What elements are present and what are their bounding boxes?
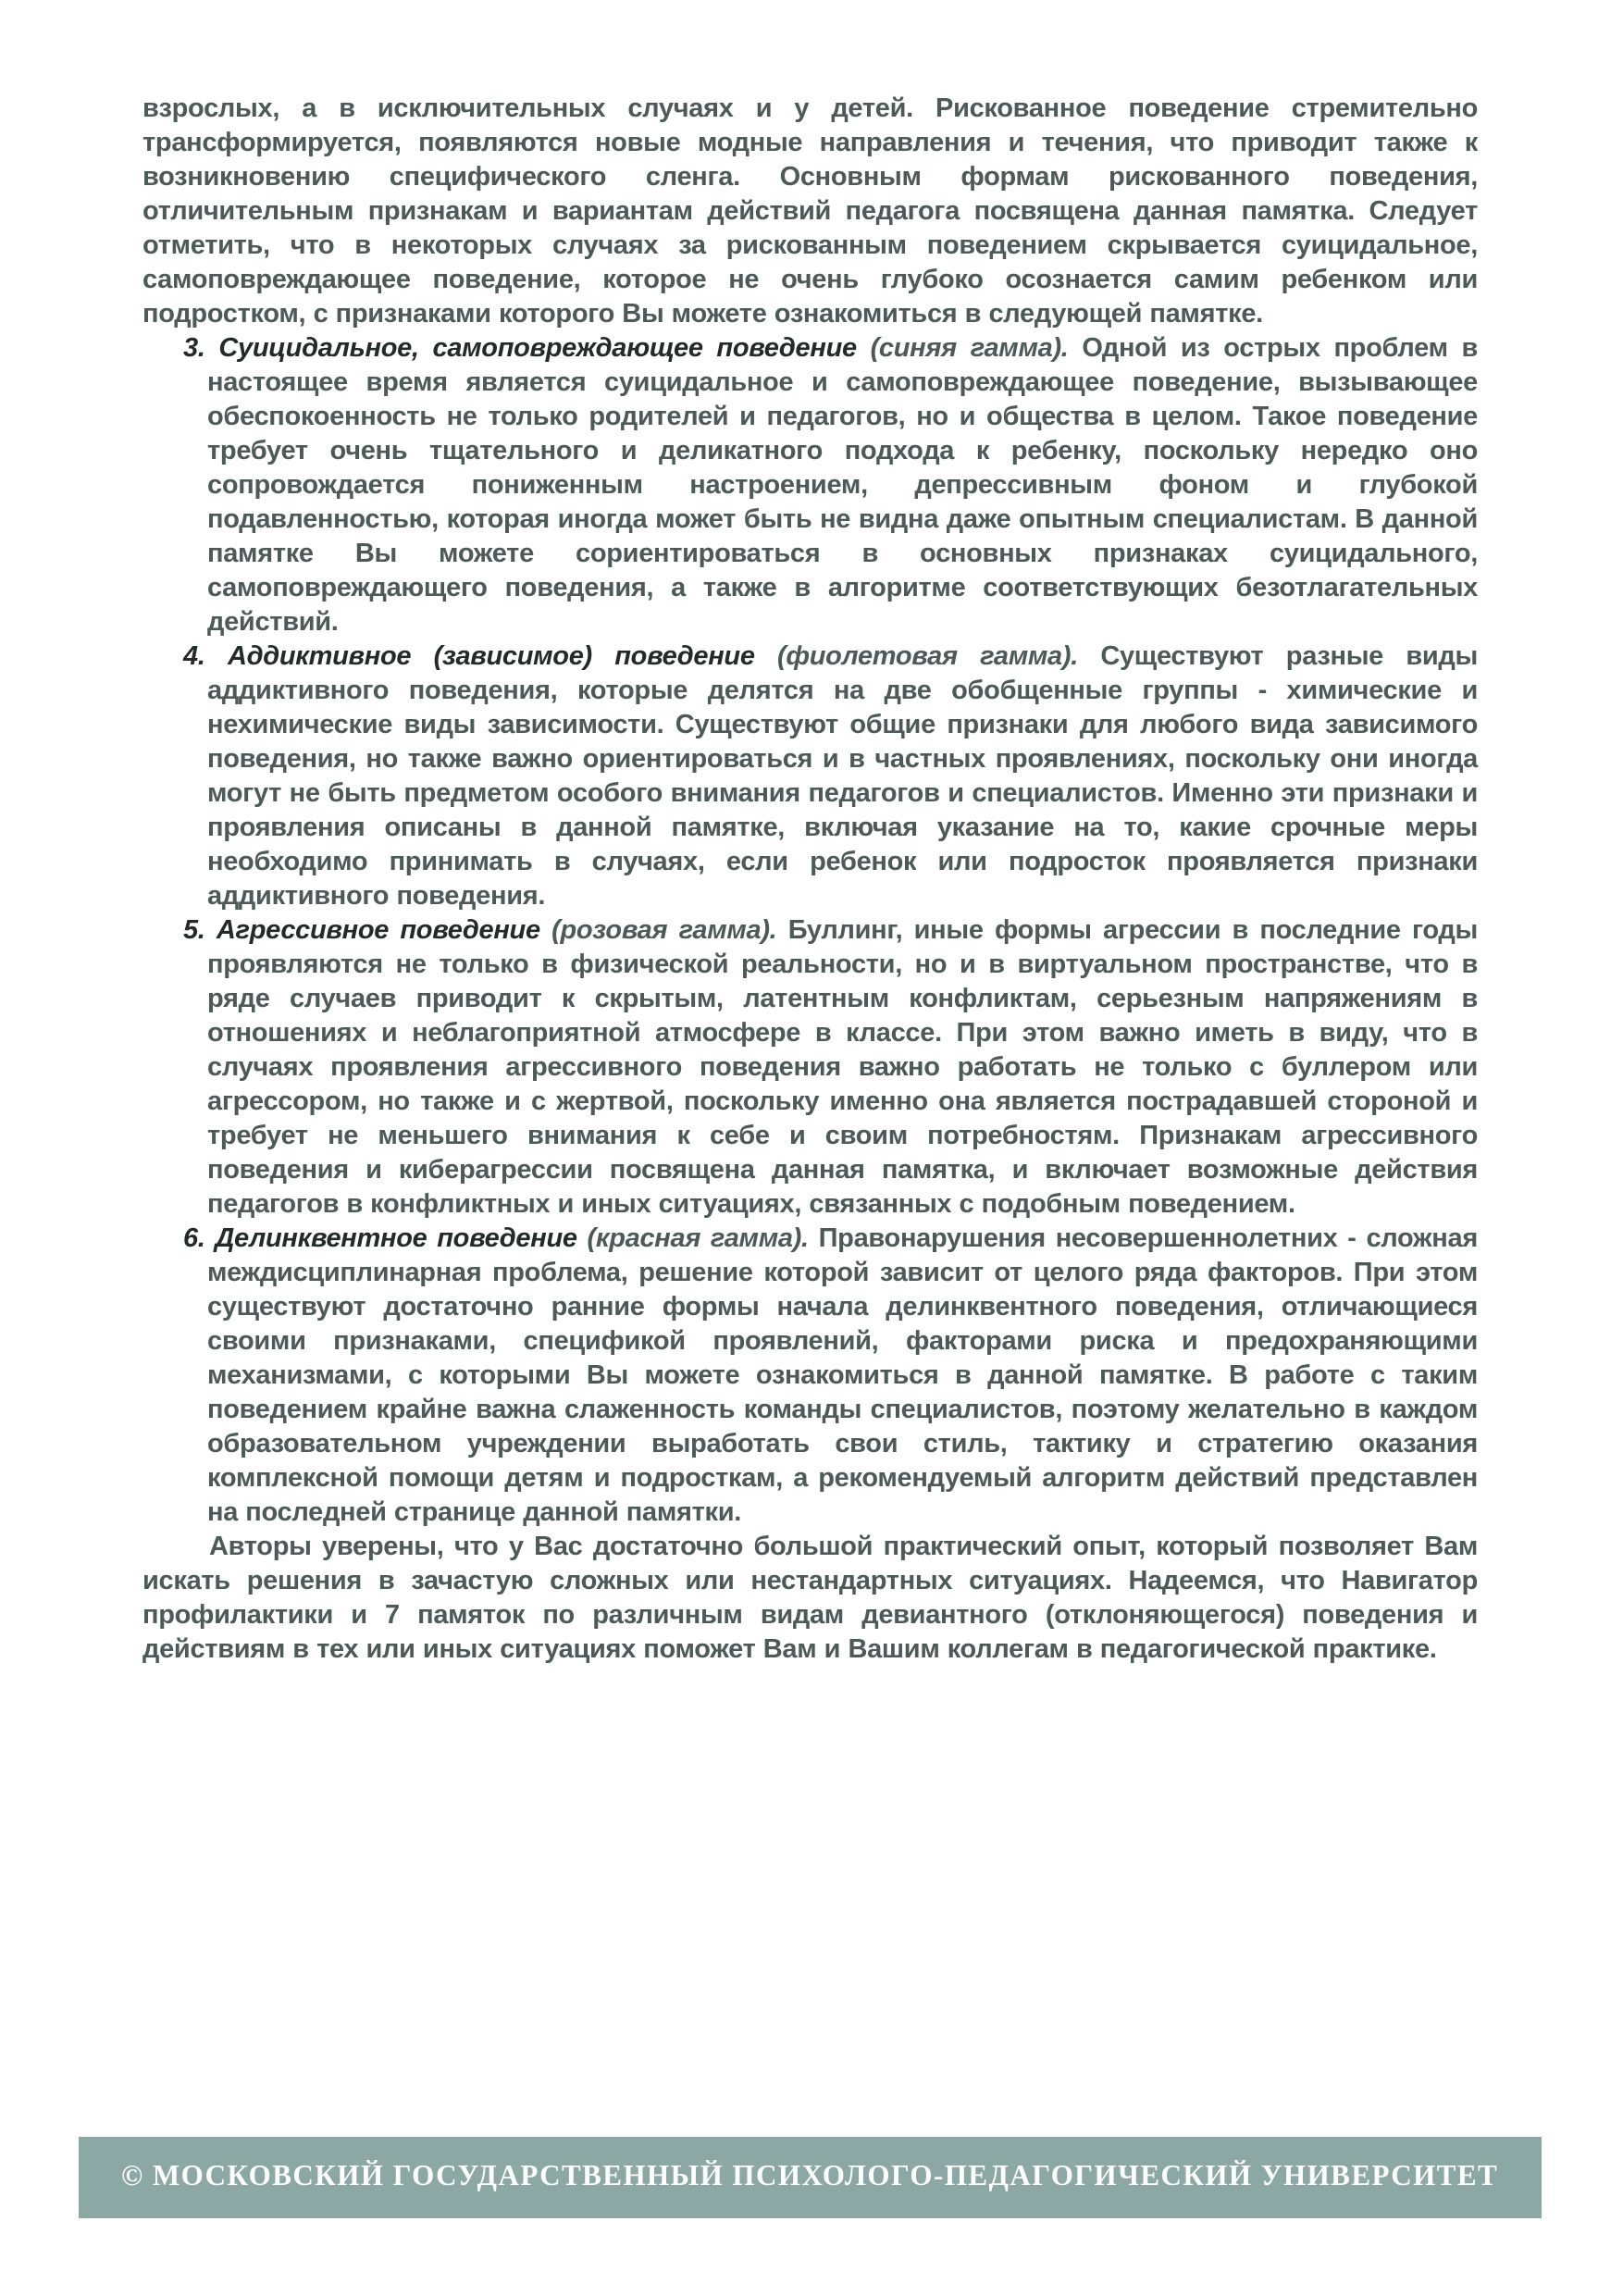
intro-paragraph: взрослых, а в исключительных случаях и у детей. Рискованное поведение стремительно трансформируется, появляются новые модные направления и течения, что приводит также к возникновению специфического сленга. Основным формам рискованного поведения, отличительным признакам и вариантам действий педагога посвящена данная памятка. Следует отметить, что в некоторых случаях за рискованным поведением скрывается суицидальное, самоповреждающее поведение, которое не очень глубоко осознается самим ребенком или подростком, с признаками которого Вы можете ознакомиться в следующей памятке.	[142, 93, 1478, 329]
list-item-3	[142, 331, 1478, 639]
footer-copyright-bar	[79, 2137, 1542, 2218]
item-gamma-label: (красная гамма).	[587, 1223, 809, 1253]
list-item-4	[142, 639, 1478, 913]
item-title: Аддиктивное (зависимое) поведение	[227, 641, 755, 671]
item-number: 4.	[183, 641, 205, 671]
item-gamma-label: (синяя гамма).	[870, 333, 1069, 363]
item-body: Существуют разные виды аддиктивного поведения, которые делятся на две обобщенные группы - химические и нехимические виды зависимости. Существуют общие признаки для любого вида зависимого поведения, но также важно ориентироваться и в частных проявлениях, поскольку они иногда могут не быть предметом особого внимания педагогов и специалистов. Именно эти признаки и проявления описаны в данной памятке, включая указание на то, какие срочные меры необходимо принимать в случаях, если ребенок или подросток проявляется признаки аддиктивного поведения.	[207, 641, 1478, 911]
item-title: Агрессивное поведение	[216, 915, 540, 945]
item-number: 3.	[183, 333, 205, 363]
item-body: Правонарушения несовершеннолетних - сложная междисциплинарная проблема, решение которой зависит от целого ряда факторов. При этом существуют достаточно ранние формы начала делинквентного поведения, отличающиеся своими признаками, спецификой проявлений, факторами риска и предохраняющими механизмами, с которыми Вы можете ознакомиться в данной памятке. В работе с таким поведением крайне важна слаженность команды специалистов, поэтому желательно в каждом образовательном учреждении выработать свои стиль, тактику и стратегию оказания комплексной помощи детям и подросткам, а рекомендуемый алгоритм действий представлен на последней странице данной памятки.	[207, 1223, 1478, 1527]
list-item-6	[142, 1222, 1478, 1530]
page-content	[142, 0, 1478, 1667]
item-number: 6.	[183, 1223, 205, 1253]
item-gamma-label: (розовая гамма).	[551, 915, 777, 945]
footer-copyright-text: © МОСКОВСКИЙ ГОСУДАРСТВЕННЫЙ ПСИХОЛОГО-ПЕДАГОГИЧЕСКИЙ УНИВЕРСИТЕТ	[121, 2157, 1499, 2191]
closing-paragraph: Авторы уверены, что у Вас достаточно большой практический опыт, который позволяет Вам искать решения в зачастую сложных или нестандартных ситуациях. Надеемся, что Навигатор профилактики и 7 памяток по различным видам девиантного (отклоняющегося) поведения и действиям в тех или иных ситуациях поможет Вам и Вашим коллегам в педагогической практике.	[142, 1532, 1478, 1664]
item-gamma-label: (фиолетовая гамма).	[777, 641, 1078, 671]
item-body: Одной из острых проблем в настоящее время является суицидальное и самоповреждающее поведение, вызывающее обеспокоенность не только родителей и педагогов, но и общества в целом. Такое поведение требует очень тщательного и деликатного подхода к ребенку, поскольку нередко оно сопровождается пониженным настроением, депрессивным фоном и глубокой подавленностью, которая иногда может быть не видна даже опытным специалистам. В данной памятке Вы можете сориентироваться в основных признаках суицидального, самоповреждающего поведения, а также в алгоритме соответствующих безотлагательных действий.	[207, 333, 1478, 637]
list-item-5	[142, 913, 1478, 1222]
item-title: Делинквентное поведение	[215, 1223, 577, 1253]
item-title: Суицидальное, самоповреждающее поведение	[218, 333, 857, 363]
item-body: Буллинг, иные формы агрессии в последние годы проявляются не только в физической реальности, но и в виртуальном пространстве, что в ряде случаев приводит к скрытым, латентным конфликтам, серьезным напряжениям в отношениях и неблагоприятной атмосфере в классе. При этом важно иметь в виду, что в случаях проявления агрессивного поведения важно работать не только с буллером или агрессором, но также и с жертвой, поскольку именно она является пострадавшей стороной и требует не меньшего внимания к себе и своим потребностям. Признакам агрессивного поведения и киберагрессии посвящена данная памятка, и включает возможные действия педагогов в конфликтных и иных ситуациях, связанных с подобным поведением.	[207, 915, 1478, 1219]
item-number: 5.	[183, 915, 205, 945]
